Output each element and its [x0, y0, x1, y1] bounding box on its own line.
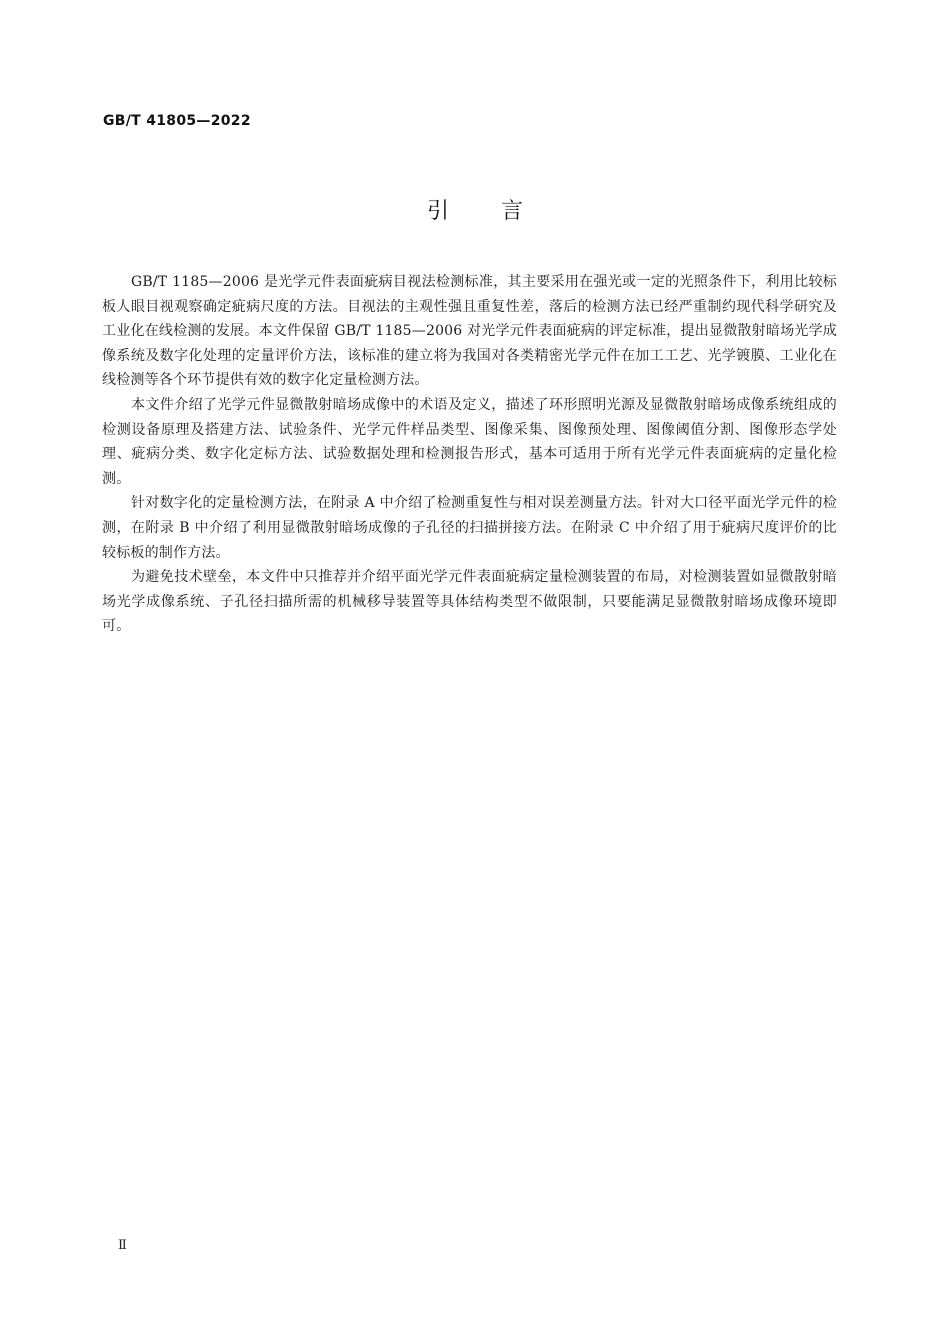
page-number: Ⅱ	[118, 1238, 127, 1253]
page-title: 引言	[426, 199, 575, 224]
body-text	[102, 270, 837, 639]
paragraph-2: 本文件介绍了光学元件显微散射暗场成像中的术语及定义，描述了环形照明光源及显微散射暗场成像系统组成的检测设备原理及搭建方法、试验条件、光学元件样品类型、图像采集、图像预处理、图像阈值分割、图像形态学处理、疵病分类、数字化定标方法、试验数据处理和检测报告形式，基本可适用于所有光学元件表面疵病的定量化检测。	[102, 396, 837, 487]
paragraph-4: 为避免技术壁垒，本文件中只推荐并介绍平面光学元件表面疵病定量检测装置的布局，对检测装置如显微散射暗场光学成像系统、子孔径扫描所需的机械移导装置等具体结构类型不做限制，只要能满足显微散射暗场成像环境即可。	[102, 569, 837, 635]
standard-code: GB/T 41805—2022	[103, 113, 251, 129]
paragraph-3: 针对数字化的定量检测方法，在附录 A 中介绍了检测重复性与相对误差测量方法。针对大口径平面光学元件的检测，在附录 B 中介绍了利用显微散射暗场成像的子孔径的扫描拼接方法。在附录 C 中介绍了用于疵病尺度评价的比较标板的制作方法。	[102, 495, 837, 561]
paragraph-1: GB/T 1185—2006 是光学元件表面疵病目视法检测标准，其主要采用在强光或一定的光照条件下，利用比较标板人眼目视观察确定疵病尺度的方法。目视法的主观性强且重复性差，落后的检测方法已经严重制约现代科学研究及工业化在线检测的发展。本文件保留 GB/T 1185—2006 对光学元件表面疵病的评定标准，提出显微散射暗场光学成像系统及数字化处理的定量评价方法，该标准的建立将为我国对各类精密光学元件在加工工艺、光学镀膜、工业化在线检测等各个环节提供有效的数字化定量检测方法。	[102, 274, 837, 389]
